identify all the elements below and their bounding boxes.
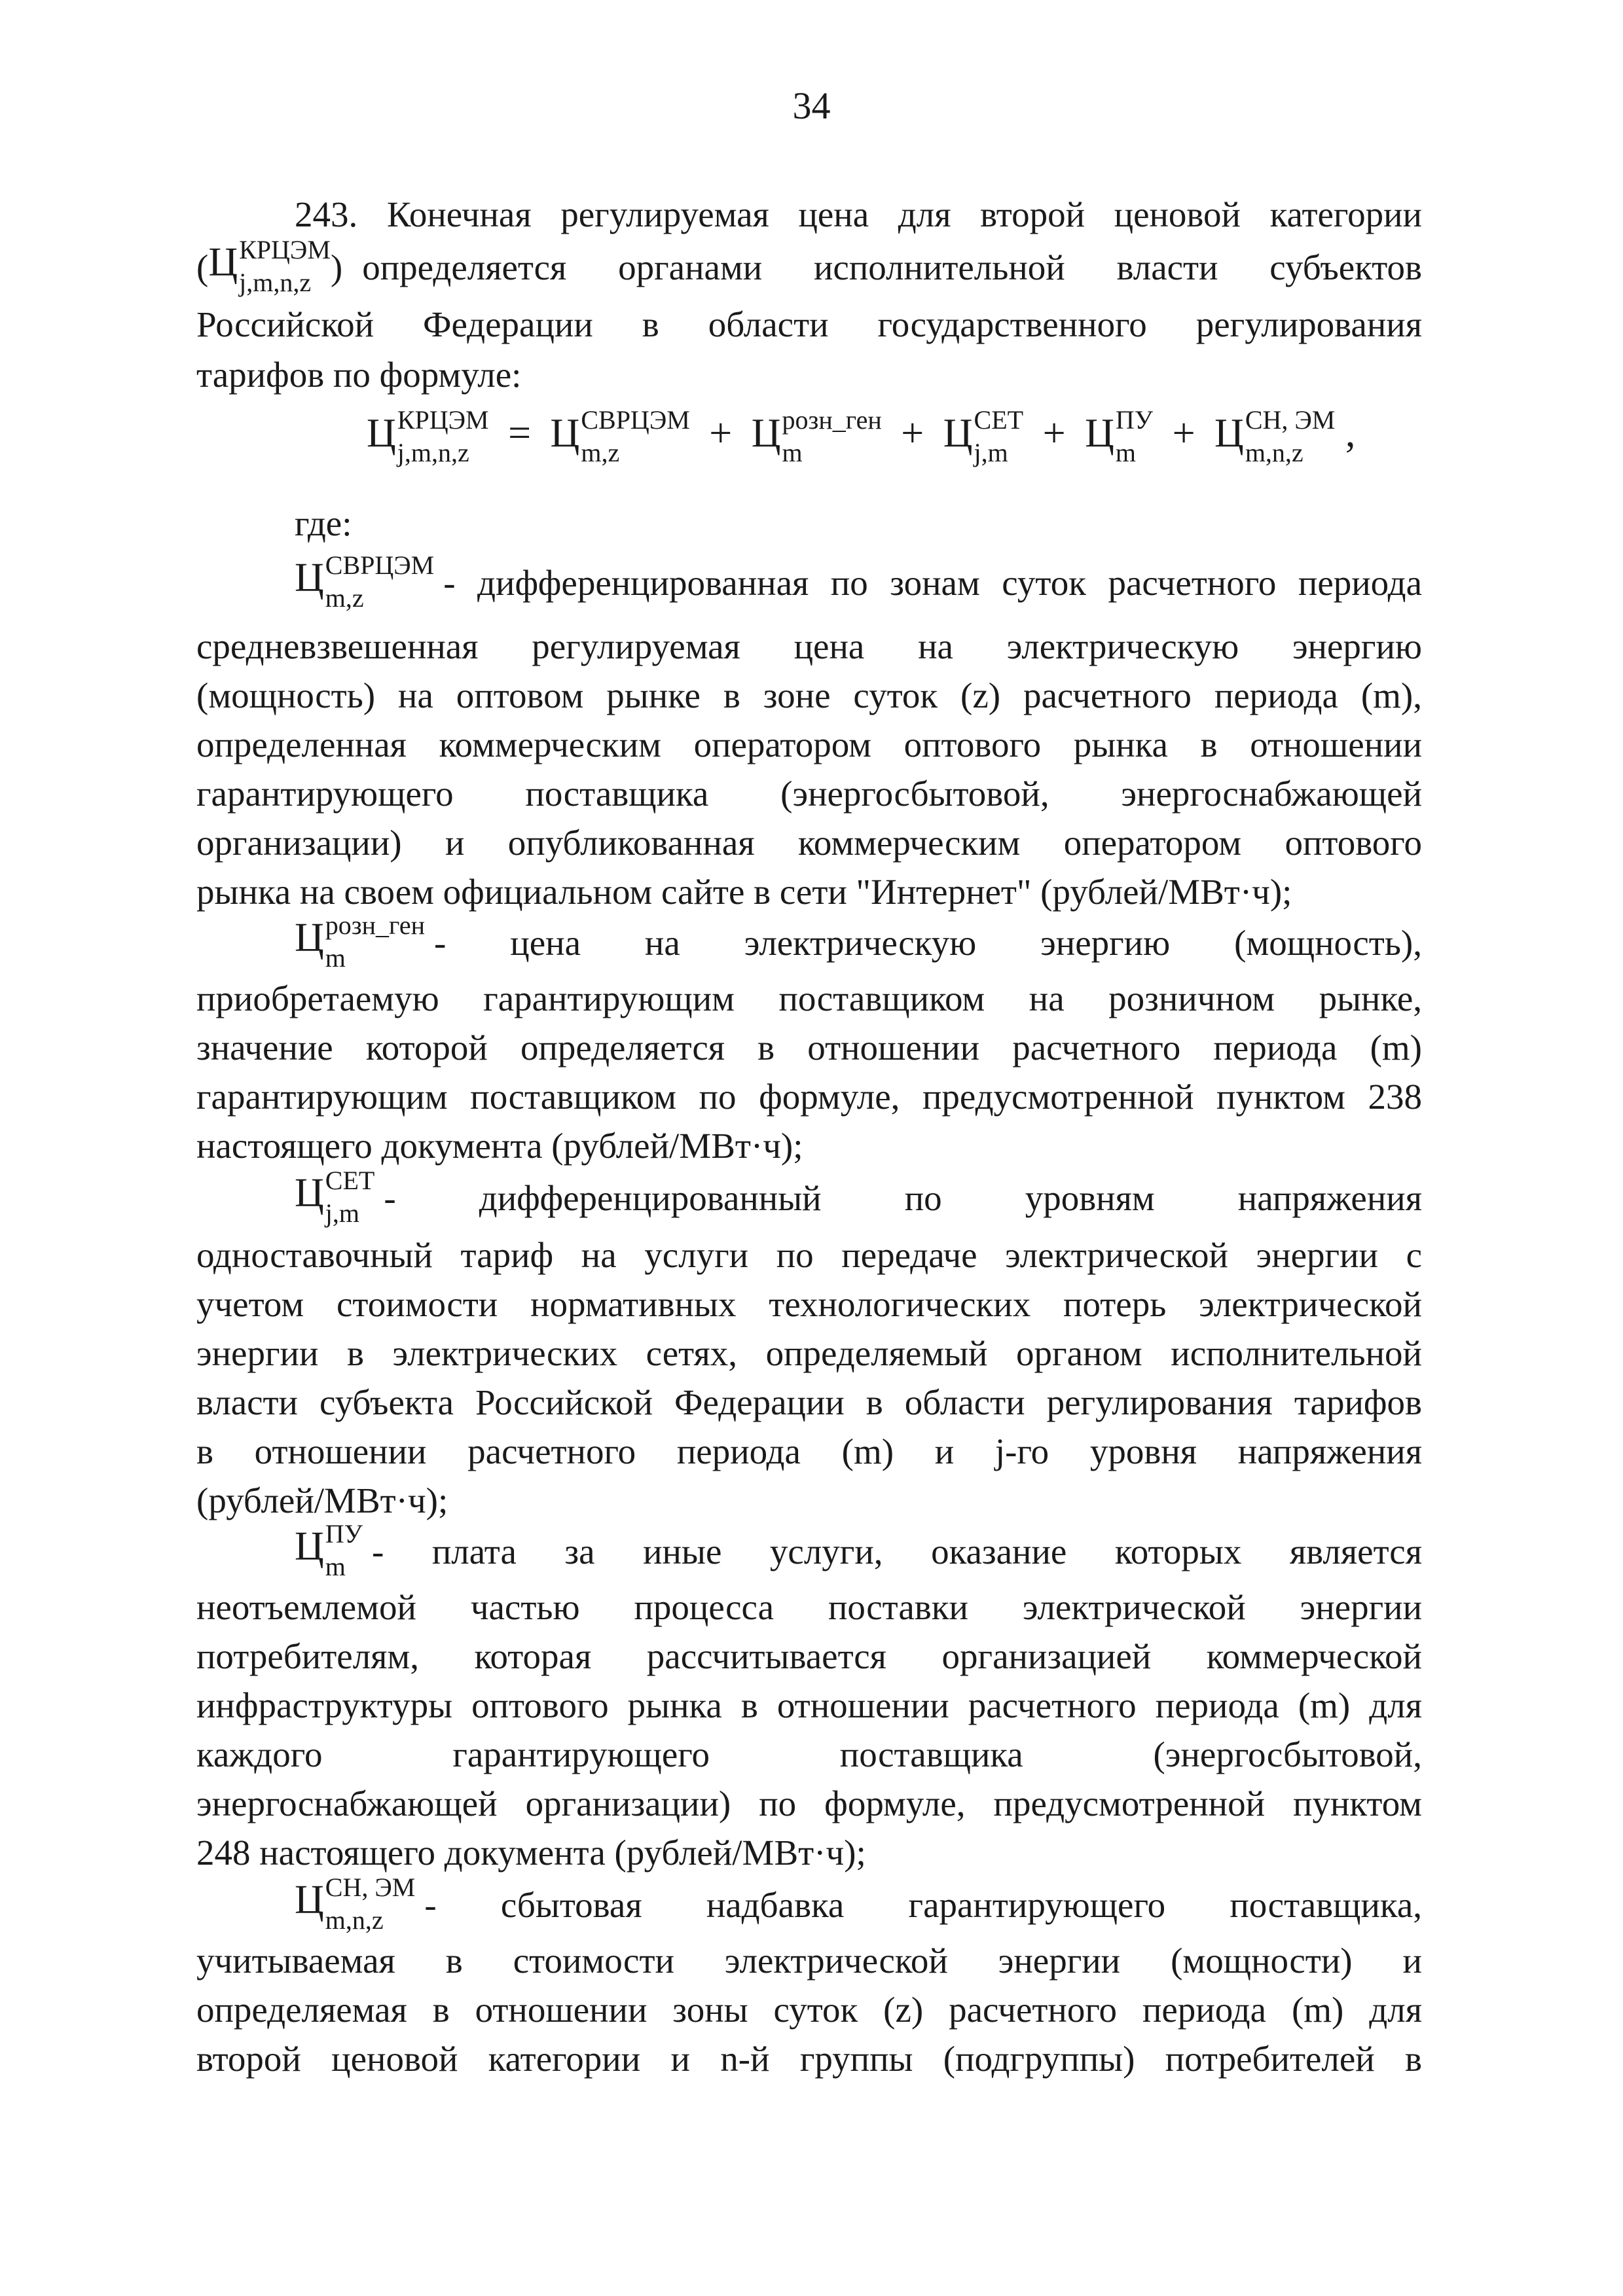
text-line: настоящего документа (рублей/МВт·ч); xyxy=(196,1126,803,1166)
formula-end-comma: , xyxy=(1345,411,1356,456)
text-line: энергии в электрических сетях, определяемый органом исполнительной xyxy=(196,1333,1422,1373)
text-line: значение которой определяется в отношении расчетного периода (m) xyxy=(196,1028,1422,1067)
symbol-krcem: Ц КРЦЭМ j,m,n,z xyxy=(208,235,331,297)
text-line: определяется органами исполнительной власти субъектов xyxy=(362,247,1422,287)
text-line-with-symbol xyxy=(196,235,1422,297)
symbol-svrcem: Ц СВРЦЭМ m,z xyxy=(550,405,690,467)
definition-line xyxy=(295,1166,1422,1228)
text-line: (мощность) на оптовом рынке в зоне суток (z) расчетного периода (m), xyxy=(196,675,1422,715)
text-line: энергоснабжающей организации) по формуле, предусмотренной пунктом xyxy=(196,1784,1422,1823)
plus-sign: + xyxy=(901,411,924,456)
plus-sign: + xyxy=(1172,411,1195,456)
text-line: инфраструктуры оптового рынка в отношении расчетного периода (m) для xyxy=(196,1685,1422,1725)
text-line: - цена на электрическую энергию (мощность), xyxy=(434,922,1422,963)
paren-close: ) xyxy=(330,247,343,287)
paren-open: ( xyxy=(196,247,209,287)
symbol-svrcem: Ц СВРЦЭМ m,z xyxy=(295,550,435,613)
text-line: потребителям, которая рассчитывается организацией коммерческой xyxy=(196,1636,1422,1676)
text-line: определенная коммерческим оператором оптового рынка в отношении xyxy=(196,725,1422,764)
definition-line xyxy=(295,550,1422,613)
text-line: в отношении расчетного периода (m) и j-го уровня напряжения xyxy=(196,1431,1422,1471)
symbol-snem: Ц СН, ЭМ m,n,z xyxy=(295,1873,416,1935)
definition-line xyxy=(295,1519,1422,1581)
text-line: неотъемлемой частью процесса поставки электрической энергии xyxy=(196,1587,1422,1627)
text-line: Российской Федерации в области государственного регулирования xyxy=(196,304,1422,344)
symbol-pu: Ц ПУ m xyxy=(1085,405,1154,467)
formula xyxy=(367,405,1356,467)
text-line: где: xyxy=(295,503,352,543)
symbol-set: Ц СЕТ j,m xyxy=(943,405,1024,467)
symbol-rozn: Ц розн_ген m xyxy=(751,405,882,467)
text-line: определяемая в отношении зоны суток (z) расчетного периода (m) для xyxy=(196,1990,1422,2030)
text-line: 248 настоящего документа (рублей/МВт·ч); xyxy=(196,1833,866,1873)
text-line: (рублей/МВт·ч); xyxy=(196,1480,448,1520)
text-line: гарантирующего поставщика (энергосбытовой, энергоснабжающей xyxy=(196,774,1422,814)
text-line: рынка на своем официальном сайте в сети "Интернет" (рублей/МВт·ч); xyxy=(196,872,1292,912)
page-number: 34 xyxy=(792,84,831,127)
symbol-snem: Ц СН, ЭМ m,n,z xyxy=(1214,405,1336,467)
text-line: гарантирующим поставщиком по формуле, предусмотренной пунктом 238 xyxy=(196,1077,1422,1117)
plus-sign: + xyxy=(1042,411,1066,456)
text-line: учитываемая в стоимости электрической энергии (мощности) и xyxy=(196,1941,1422,1981)
text-line: учетом стоимости нормативных технологических потерь электрической xyxy=(196,1284,1422,1324)
definition-line xyxy=(295,1873,1422,1935)
text-line: второй ценовой категории и n-й группы (подгруппы) потребителей в xyxy=(196,2039,1422,2079)
text-line: - дифференцированный по уровням напряжения xyxy=(384,1177,1422,1218)
text-line: каждого гарантирующего поставщика (энергосбытовой, xyxy=(196,1734,1422,1774)
text-line: организации) и опубликованная коммерческим оператором оптового xyxy=(196,823,1422,863)
symbol-rozn: Ц розн_ген m xyxy=(295,910,426,973)
text-line: одноставочный тариф на услуги по передаче электрической энергии с xyxy=(196,1235,1422,1275)
equals-sign: = xyxy=(508,411,532,456)
plus-sign: + xyxy=(709,411,733,456)
symbol-set: Ц СЕТ j,m xyxy=(295,1166,375,1228)
text-line: тарифов по формуле: xyxy=(196,355,522,395)
text-line: средневзвешенная регулируемая цена на электрическую энергию xyxy=(196,626,1422,666)
symbol-pu: Ц ПУ m xyxy=(295,1519,363,1581)
text-line: 243. Конечная регулируемая цена для второй ценовой категории xyxy=(295,194,1422,234)
definition-line xyxy=(295,910,1422,973)
text-line: власти субъекта Российской Федерации в области регулирования тарифов xyxy=(196,1382,1422,1422)
text-line: - сбытовая надбавка гарантирующего поставщика, xyxy=(424,1884,1422,1925)
text-line: - плата за иные услуги, оказание которых является xyxy=(372,1531,1422,1571)
text-line: приобретаемую гарантирующим поставщиком на розничном рынке, xyxy=(196,978,1422,1018)
symbol-krcem: Ц КРЦЭМ j,m,n,z xyxy=(367,405,489,467)
text-line: - дифференцированная по зонам суток расчетного периода xyxy=(443,562,1422,603)
